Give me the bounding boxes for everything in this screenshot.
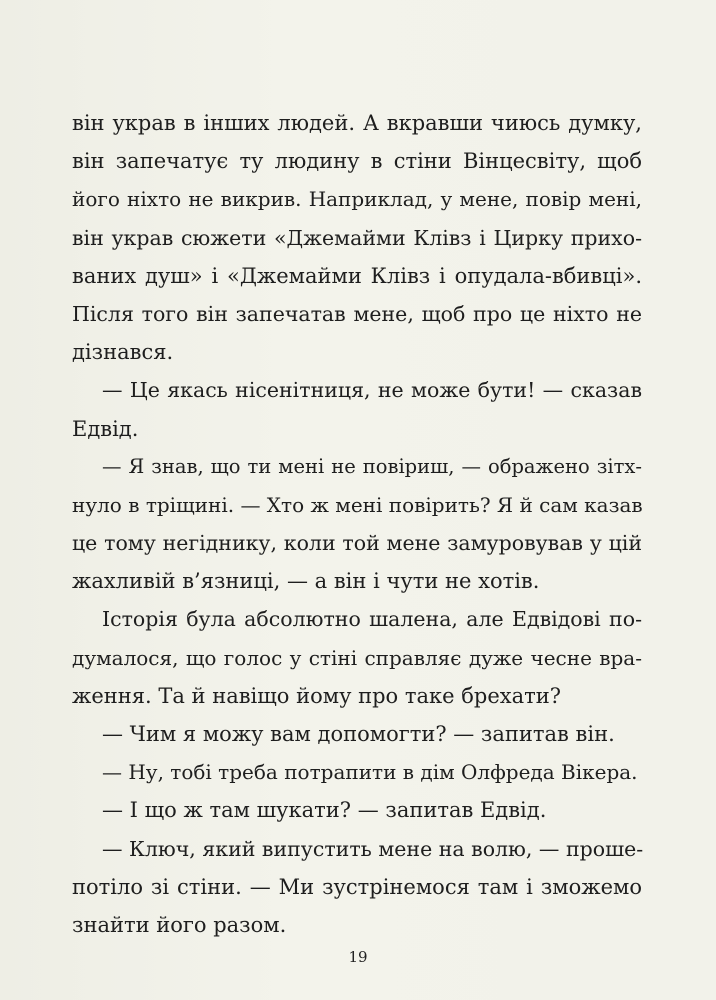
text-line: — Чим я можу вам допомогти? — запитав він. <box>102 722 615 746</box>
text-line: ваних душ» і «Джемайми Клівз і опудала-вбивці». <box>72 263 642 288</box>
text-line: це тому негіднику, коли той мене замуровував у цій <box>72 531 642 556</box>
text-line: він запечатує ту людину в стіни Вінцесвіту, щоб <box>72 149 642 174</box>
text-line: — Це якась нісенітниця, не може бути! — сказав <box>102 378 642 403</box>
text-line: нуло в тріщині. — Хто ж мені повірить? Я й сам казав <box>72 492 643 517</box>
text-line: думалося, що голос у стіні справляє дуже чесне вра- <box>72 645 642 670</box>
text-line: знайти його разом. <box>72 912 287 937</box>
text-line: — І що ж там шукати? — запитав Едвід. <box>102 798 547 823</box>
text-line: — Ну, тобі треба потрапити в дім Олфреда Вікера. <box>102 760 638 785</box>
text-line: ження. Та й навіщо йому про таке брехати? <box>72 683 561 708</box>
text-line: він украв в інших людей. А вкравши чиюсь думку, <box>72 111 642 135</box>
text-line: — Я знав, що ти мені не повіриш, — ображено зітх- <box>102 454 642 478</box>
text-line: його ніхто не викрив. Наприклад, у мене, повір мені, <box>72 187 642 212</box>
text-line: він украв сюжети «Джемайми Клівз і Цирку прихо- <box>72 225 642 250</box>
text-line: дізнався. <box>72 340 174 365</box>
text-line: Едвід. <box>72 416 139 441</box>
page-number: 19 <box>348 948 368 966</box>
text-line: потіло зі стіни. — Ми зустрінемося там і зможемо <box>72 874 642 899</box>
body-text <box>72 104 642 944</box>
text-line: Після того він запечатав мене, щоб про це ніхто не <box>72 301 642 326</box>
text-line: Історія була абсолютно шалена, але Едвідові по- <box>102 607 642 632</box>
text-line: жахливій в’язниці, — а він і чути не хотів. <box>72 569 540 594</box>
text-line: — Ключ, який випустить мене на волю, — проше- <box>102 836 644 861</box>
